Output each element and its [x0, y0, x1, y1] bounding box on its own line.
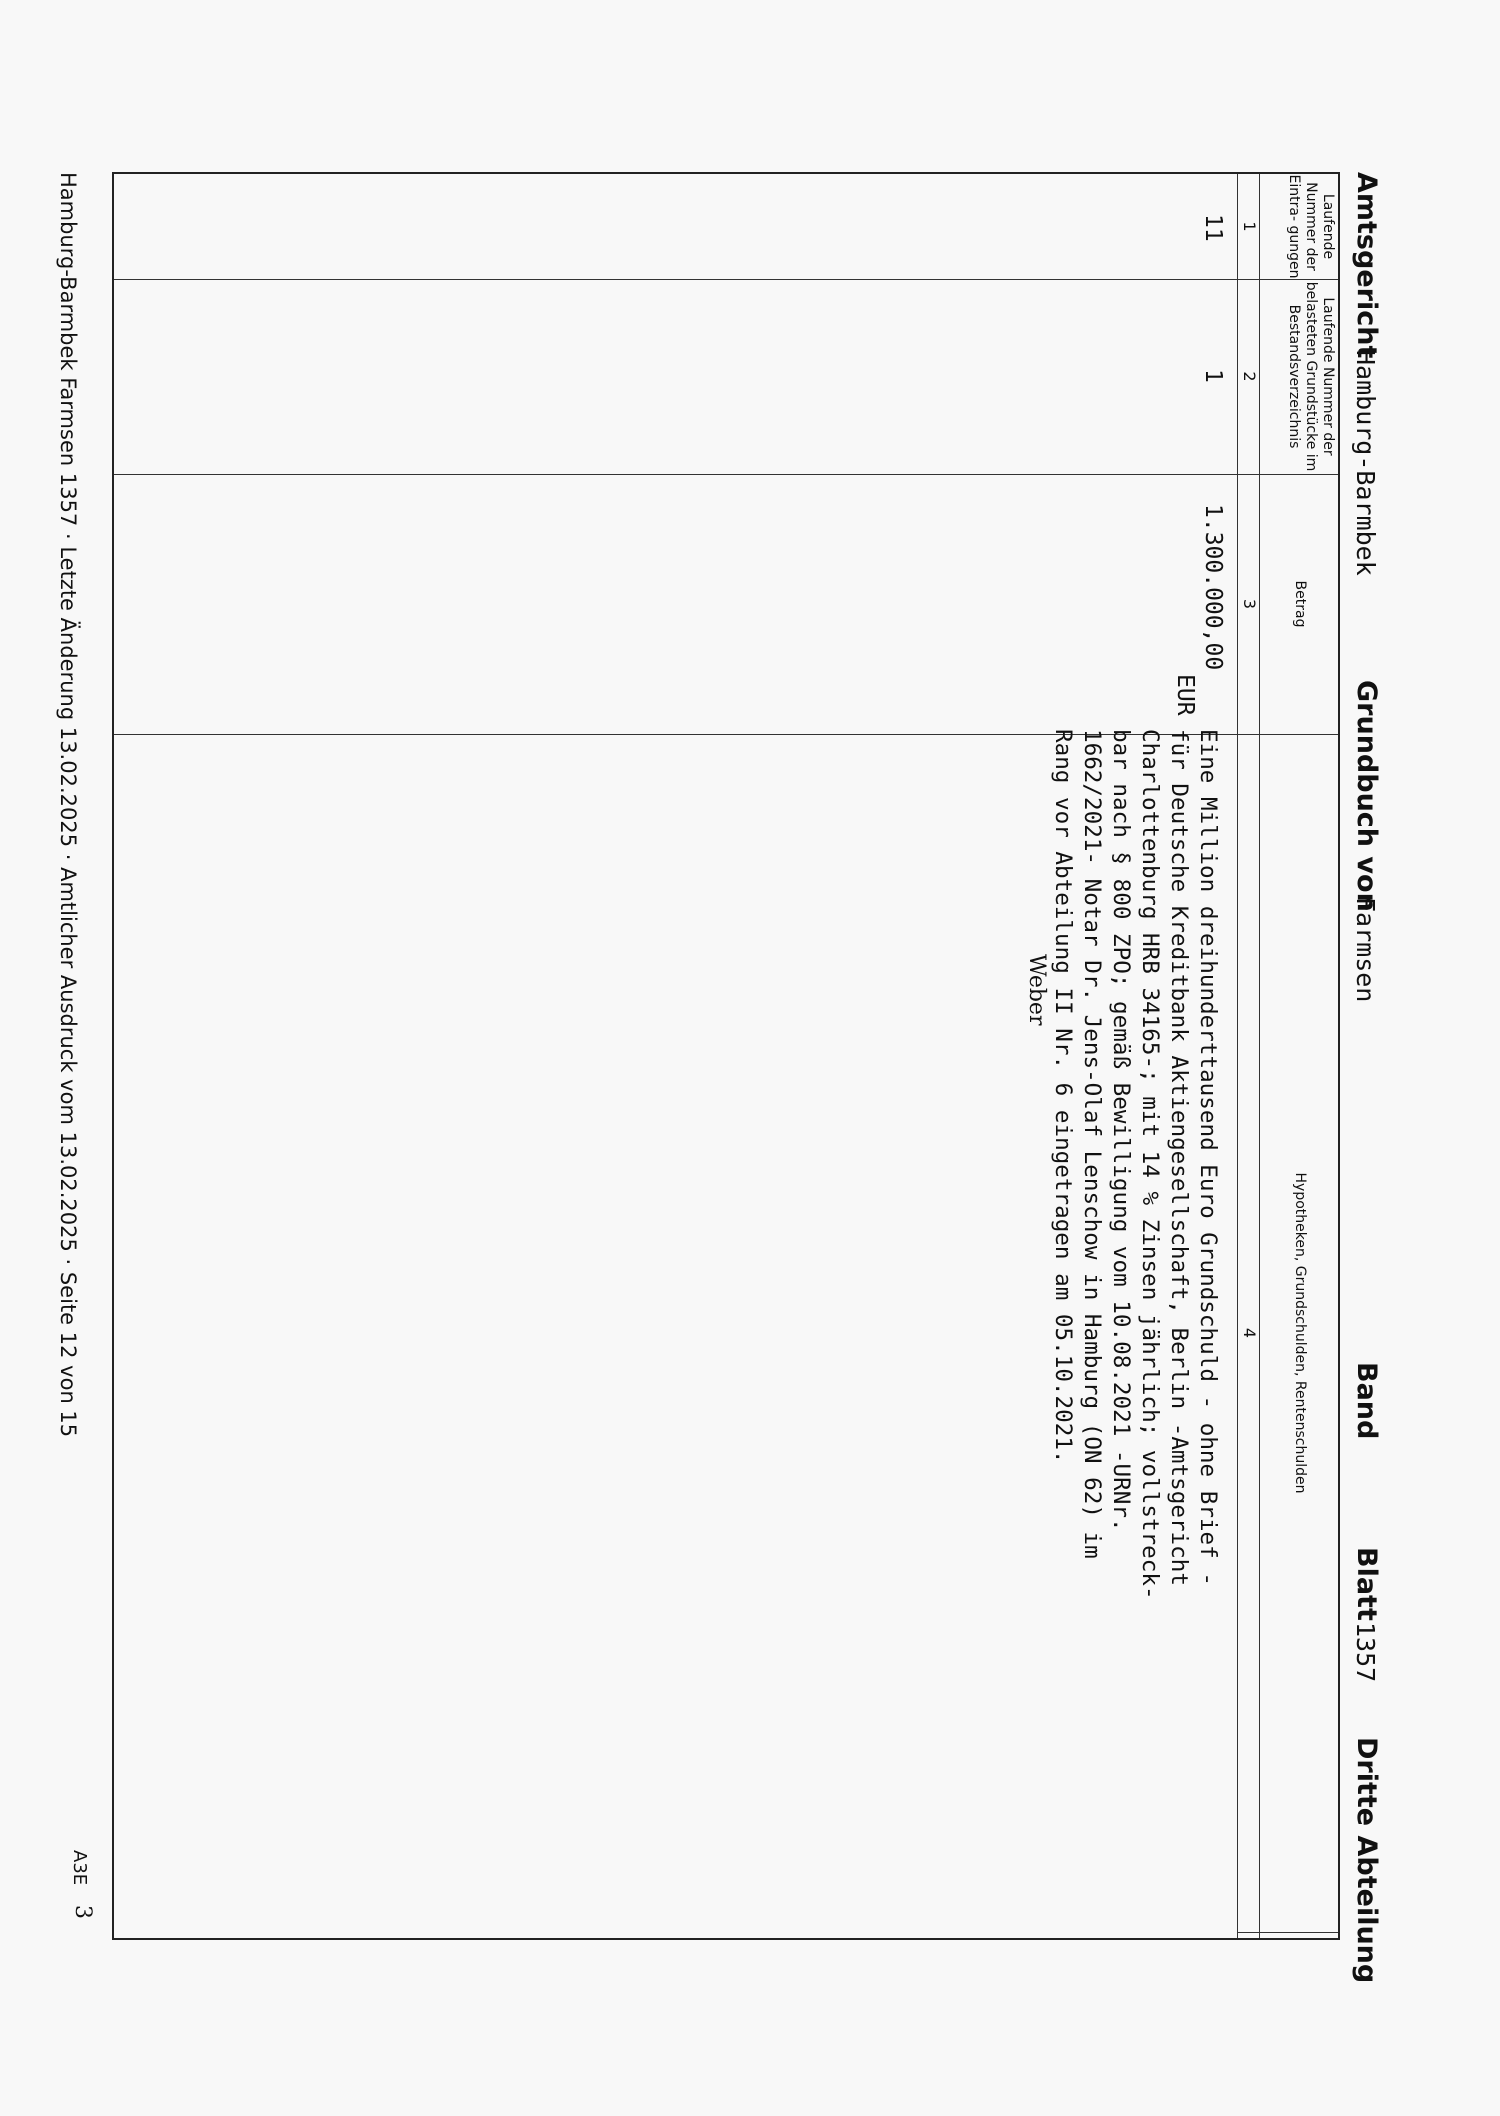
- page-footer: Hamburg-Barmbek Farmsen 1357 · Letzte Änderung 13.02.2025 · Amtlicher Ausdruck vom 13.02.2025 · Seite 12 von 15: [56, 172, 80, 1438]
- court-value: Hamburg-Barmbek: [1351, 350, 1380, 576]
- section-title: Dritte Abteilung: [1351, 1737, 1382, 1984]
- band-label: Band: [1351, 1362, 1382, 1440]
- column-divider: [1238, 1932, 1338, 1933]
- entry-lfd-nr: 11: [1200, 214, 1226, 242]
- col-header-grundstueck: Laufende Nummer der belasteten Grundstücke im Bestandsverzeichnis: [1286, 281, 1336, 472]
- col-number-2: 2: [1240, 371, 1259, 382]
- col-number-4: 4: [1240, 1327, 1259, 1339]
- col-header-eintragung: Hypotheken, Grundschulden, Rentenschulden: [1292, 1172, 1308, 1494]
- col-number-1: 1: [1240, 221, 1259, 232]
- entries-table: [112, 172, 1340, 1940]
- blatt-value: 1357: [1351, 1622, 1380, 1683]
- header-divider: [1259, 174, 1260, 1938]
- blatt-label: Blatt: [1351, 1547, 1382, 1621]
- page-header: [1346, 172, 1382, 1984]
- entry-signature: Weber: [1024, 954, 1049, 1026]
- col-header-betrag: Betrag: [1292, 580, 1308, 628]
- entry-grundstueck-nr: 1: [1200, 369, 1226, 383]
- form-code: A3E: [69, 1850, 90, 1886]
- register-value: Farmsen: [1351, 897, 1380, 1003]
- entry-currency: EUR: [1172, 674, 1198, 716]
- register-label: Grundbuch von: [1351, 680, 1382, 912]
- table-row: [114, 174, 1234, 1938]
- col-header-lfd-nr: Laufende Nummer der Eintra- gungen: [1286, 174, 1336, 279]
- entry-text: Eine Million dreihunderttausend Euro Grundschuld - ohne Brief - für Deutsche Kreditbank Aktiengesellschaft, Berlin -Amtsgericht Charlottenburg HRB 34165-; mit 14 % Zinsen jährlich; vollstreck- bar nach § 800 ZPO; gemäß Bewilligung vom 10.08.2021 -URNr. 1662/2021- Notar Dr. Jens-Olaf Lenschow in Hamburg (ON 62) im Rang vor Abteilung II Nr. 6 eingetragen am 05.10.2021.: [1050, 729, 1221, 1600]
- entry-betrag: 1.300.000,00: [1200, 504, 1226, 671]
- number-divider: [1237, 174, 1238, 1938]
- court-label: Amtsgericht: [1351, 172, 1382, 359]
- page-mark: 3: [70, 1905, 95, 1919]
- col-number-3: 3: [1240, 598, 1259, 610]
